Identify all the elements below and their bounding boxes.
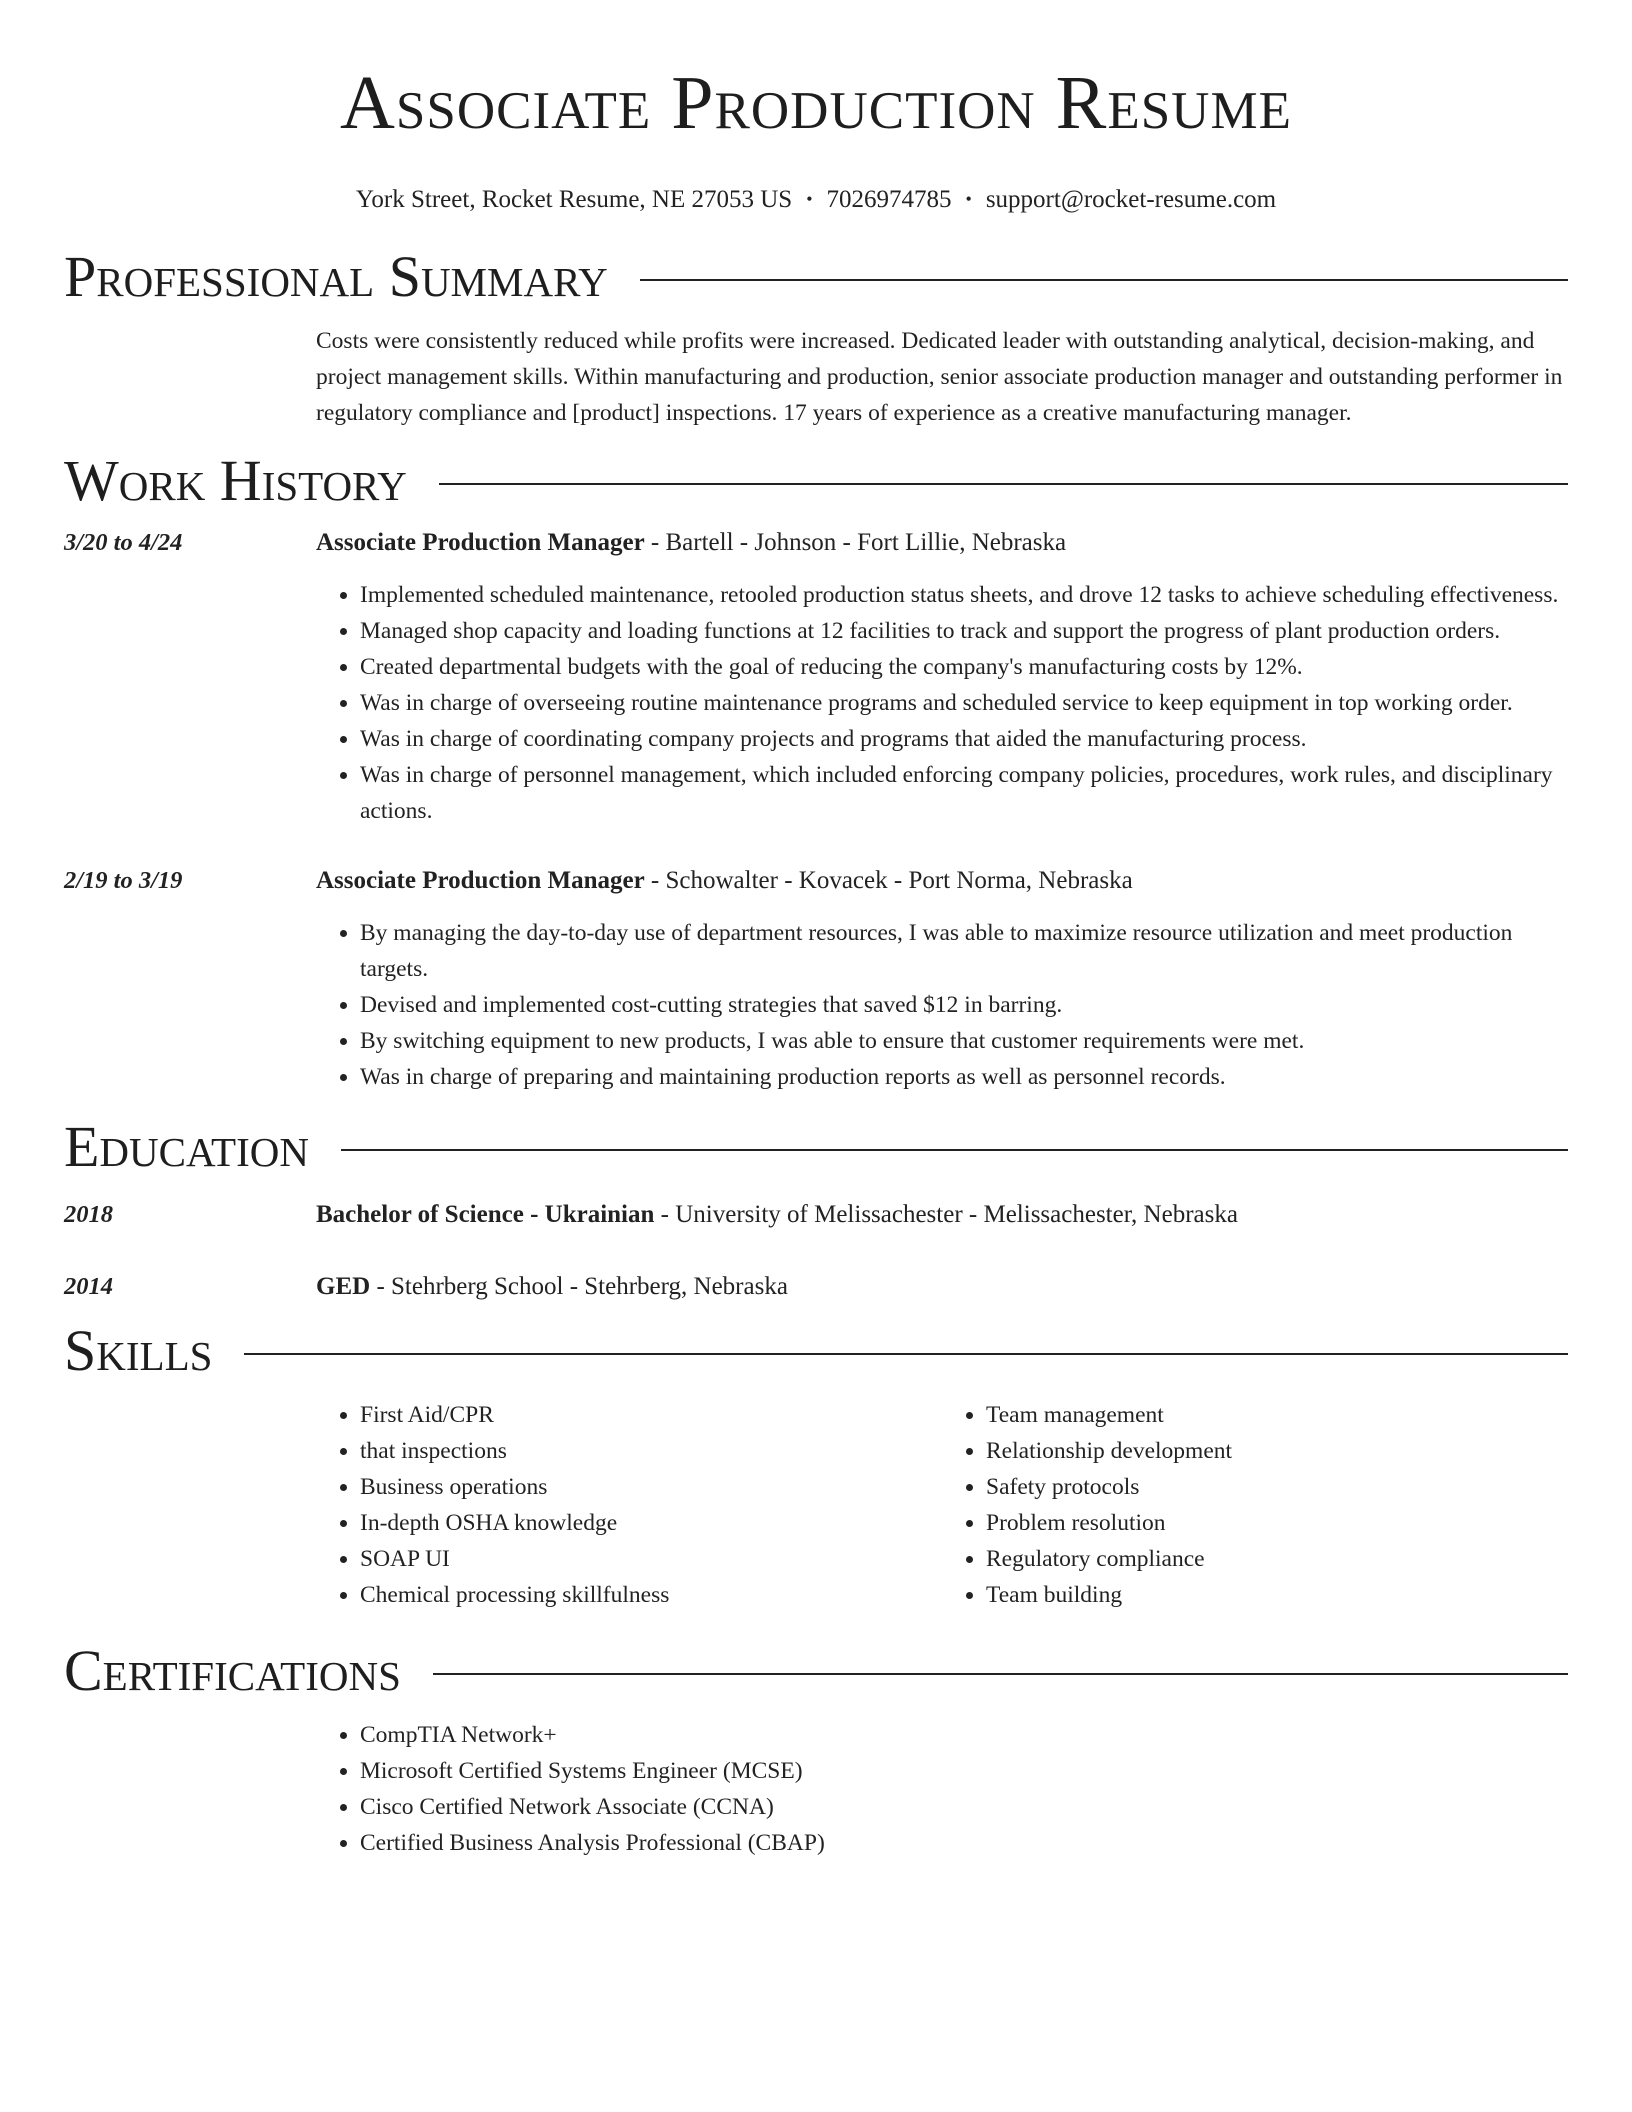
school-details: - Stehrberg School - Stehrberg, Nebraska [370, 1273, 788, 1300]
list-item: • By managing the day-to-day use of department resources, I was able to maximize resource utilization and meet production targets. [360, 915, 1568, 987]
skills-list [316, 1397, 1568, 1613]
list-item: • Regulatory compliance [986, 1541, 1568, 1577]
list-item: • SOAP UI [360, 1541, 942, 1577]
education-year: 2018 [64, 1201, 113, 1228]
list-item: • First Aid/CPR [360, 1397, 942, 1433]
list-item: • Was in charge of preparing and maintaining production reports as well as personnel records. [360, 1059, 1568, 1095]
degree: GED [316, 1273, 371, 1300]
list-item: • Problem resolution [986, 1505, 1568, 1541]
list-item: • Safety protocols [986, 1469, 1568, 1505]
list-item: • Cisco Certified Network Associate (CCNA) [360, 1789, 1568, 1825]
section-rule [433, 1673, 1568, 1675]
certifications-items [316, 1717, 1568, 1861]
certifications-list [316, 1717, 1568, 1861]
job-details: - Schowalter - Kovacek - Port Norma, Nebraska [644, 867, 1133, 894]
job-details: - Bartell - Johnson - Fort Lillie, Nebraska [644, 529, 1067, 556]
skills-column-right [942, 1397, 1568, 1613]
job-title-line [316, 525, 1568, 561]
section-rule [439, 483, 1568, 485]
resume-name: Associate Production Resume [340, 61, 1292, 145]
list-item: • CompTIA Network+ [360, 1717, 1568, 1753]
contact-line [64, 184, 1568, 215]
email-link[interactable]: support@rocket-resume.com [985, 186, 1277, 213]
section-heading: Certifications [64, 1638, 401, 1703]
section-heading: Professional Summary [64, 244, 608, 309]
list-item: • Relationship development [986, 1433, 1568, 1469]
list-item: • Was in charge of overseeing routine maintenance programs and scheduled service to keep equipment in top working order. [360, 685, 1568, 721]
list-item: • Managed shop capacity and loading functions at 12 facilities to track and support the progress of plant production orders. [360, 613, 1568, 649]
list-item: • Certified Business Analysis Professional (CBAP) [360, 1825, 1568, 1861]
section-rule [640, 279, 1568, 281]
job-title: Associate Production Manager [316, 867, 645, 894]
job-title: Associate Production Manager [316, 529, 645, 556]
education-entry [64, 1269, 1568, 1305]
education-entry [64, 1197, 1568, 1233]
job-bullets [316, 577, 1568, 829]
phone: 7026974785 [826, 186, 952, 213]
list-item: • that inspections [360, 1433, 942, 1469]
education-line [316, 1269, 1568, 1305]
list-item: • Devised and implemented cost-cutting strategies that saved $12 in barring. [360, 987, 1568, 1023]
list-item: • Team building [986, 1577, 1568, 1613]
address: York Street, Rocket Resume, NE 27053 US [355, 186, 793, 213]
list-item: • Was in charge of coordinating company projects and programs that aided the manufacturing process. [360, 721, 1568, 757]
job-entry [64, 863, 1568, 1095]
section-heading: Skills [64, 1318, 213, 1383]
list-item: • In-depth OSHA knowledge [360, 1505, 942, 1541]
list-item: • Implemented scheduled maintenance, retooled production status sheets, and drove 12 tasks to achieve scheduling effectiveness. [360, 577, 1568, 613]
list-item: • By switching equipment to new products, I was able to ensure that customer requirements were met. [360, 1023, 1568, 1059]
list-item: • Created departmental budgets with the goal of reducing the company's manufacturing costs by 12%. [360, 649, 1568, 685]
job-bullets [316, 915, 1568, 1095]
separator-dot: • [965, 189, 972, 209]
job-entry [64, 525, 1568, 829]
job-dates: 3/20 to 4/24 [64, 529, 183, 556]
section-heading: Work History [64, 448, 407, 513]
list-item: • Was in charge of personnel management, which included enforcing company policies, procedures, work rules, and disciplinary actions. [360, 757, 1568, 829]
section-certifications [64, 1639, 1568, 1703]
job-title-line [316, 863, 1568, 899]
section-heading: Education [64, 1114, 309, 1179]
list-item: • Microsoft Certified Systems Engineer (MCSE) [360, 1753, 1568, 1789]
section-rule [341, 1149, 1568, 1151]
section-rule [244, 1353, 1568, 1355]
section-work-history [64, 449, 1568, 513]
list-item: • Chemical processing skillfulness [360, 1577, 942, 1613]
skills-column-left [316, 1397, 942, 1613]
list-item: • Business operations [360, 1469, 942, 1505]
education-line [316, 1197, 1568, 1233]
section-professional-summary [64, 245, 1568, 309]
section-education [64, 1115, 1568, 1179]
section-skills [64, 1319, 1568, 1383]
summary-text: Costs were consistently reduced while profits were increased. Dedicated leader with outstanding analytical, decision-making, and project management skills. Within manufacturing and production, senior associate production manager and outstanding performer in regulatory compliance and [product] inspections. 17 years of experience as a creative manufacturing manager. [316, 328, 1563, 426]
degree: Bachelor of Science - Ukrainian [316, 1201, 655, 1228]
school-details: - University of Melissachester - Melissachester, Nebraska [654, 1201, 1238, 1228]
list-item: • Team management [986, 1397, 1568, 1433]
job-dates: 2/19 to 3/19 [64, 867, 183, 894]
education-year: 2014 [64, 1273, 113, 1300]
separator-dot: • [806, 189, 813, 209]
